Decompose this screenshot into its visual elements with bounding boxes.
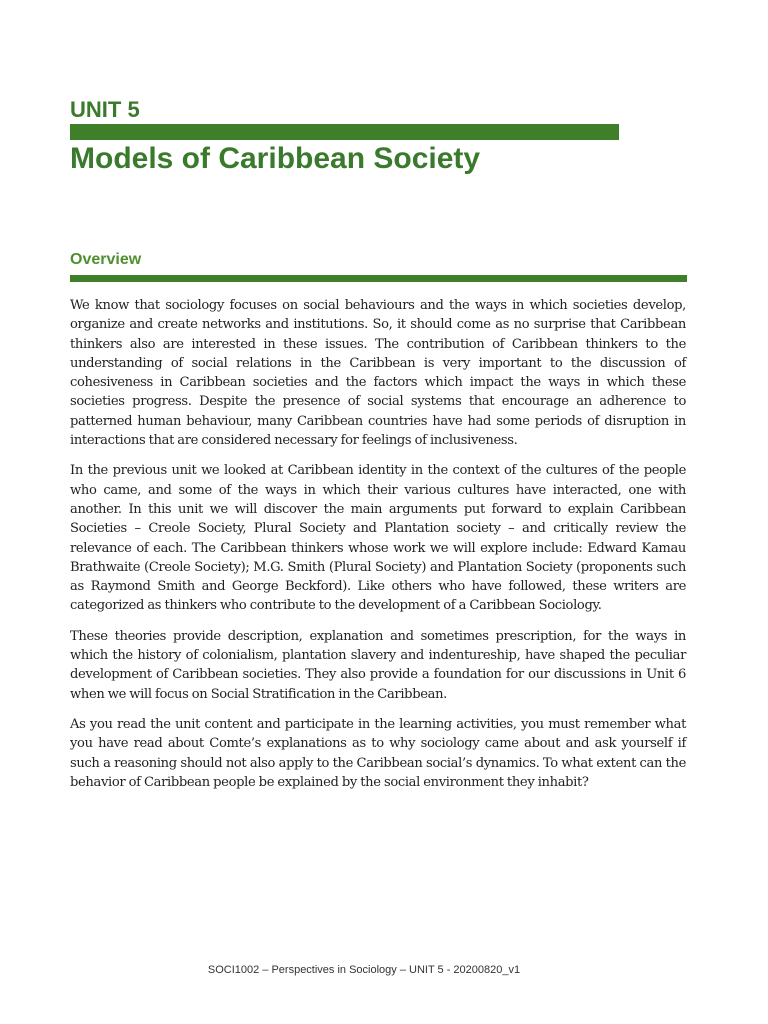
- overview-divider: [70, 275, 687, 282]
- overview-paragraph-3: These theories provide description, explanation and sometimes prescription, for the ways in which the history of colonialism, plantation slavery and indentureship, have shaped the peculiar development of Caribbean societies. They also provide a foundation for our discussions in Unit 6 when we will focus on Social Stratification in the Caribbean.: [70, 628, 686, 702]
- overview-body: [70, 296, 686, 803]
- unit-label: UNIT 5: [70, 97, 140, 122]
- unit-divider: [70, 124, 619, 140]
- overview-paragraph-4: As you read the unit content and participate in the learning activities, you must remember what you have read about Comte’s explanations as to why sociology came about and ask yourself if such a reasoning should not also apply to the Caribbean social’s dynamics. To what extent can the behavior of Caribbean people be explained by the social environment they inhabit?: [70, 716, 686, 790]
- page-title: Models of Caribbean Society: [70, 142, 481, 175]
- page-footer: SOCI1002 – Perspectives in Sociology – UNIT 5 - 20200820_v1: [207, 964, 521, 976]
- overview-heading: Overview: [70, 251, 142, 268]
- overview-paragraph-2: In the previous unit we looked at Caribbean identity in the context of the cultures of the people who came, and some of the ways in which their various cultures have interacted, one with another. In this unit we will discover the main arguments put forward to explain Caribbean Societies – Creole Society, Plural Society and Plantation society – and critically review the relevance of each. The Caribbean thinkers whose work we will explore include: Edward Kamau Brathwaite (Creole Society); M.G. Smith (Plural Society) and Plantation Society (proponents such as Raymond Smith and George Beckford). Like others who have followed, these writers are categorized as thinkers who contribute to the development of a Caribbean Sociology.: [70, 463, 686, 614]
- overview-paragraph-1: We know that sociology focuses on social behaviours and the ways in which societies develop, organize and create networks and institutions. So, it should come as no surprise that Caribbean thinkers also are interested in these issues. The contribution of Caribbean thinkers to the understanding of social relations in the Caribbean is very important to the discussion of cohesiveness in Caribbean societies and the factors which impact the ways in which these societies progress. Despite the presence of social systems that encourage an adherence to patterned human behaviour, many Caribbean countries have had some periods of disruption in interactions that are considered necessary for feelings of inclusiveness.: [70, 298, 686, 449]
